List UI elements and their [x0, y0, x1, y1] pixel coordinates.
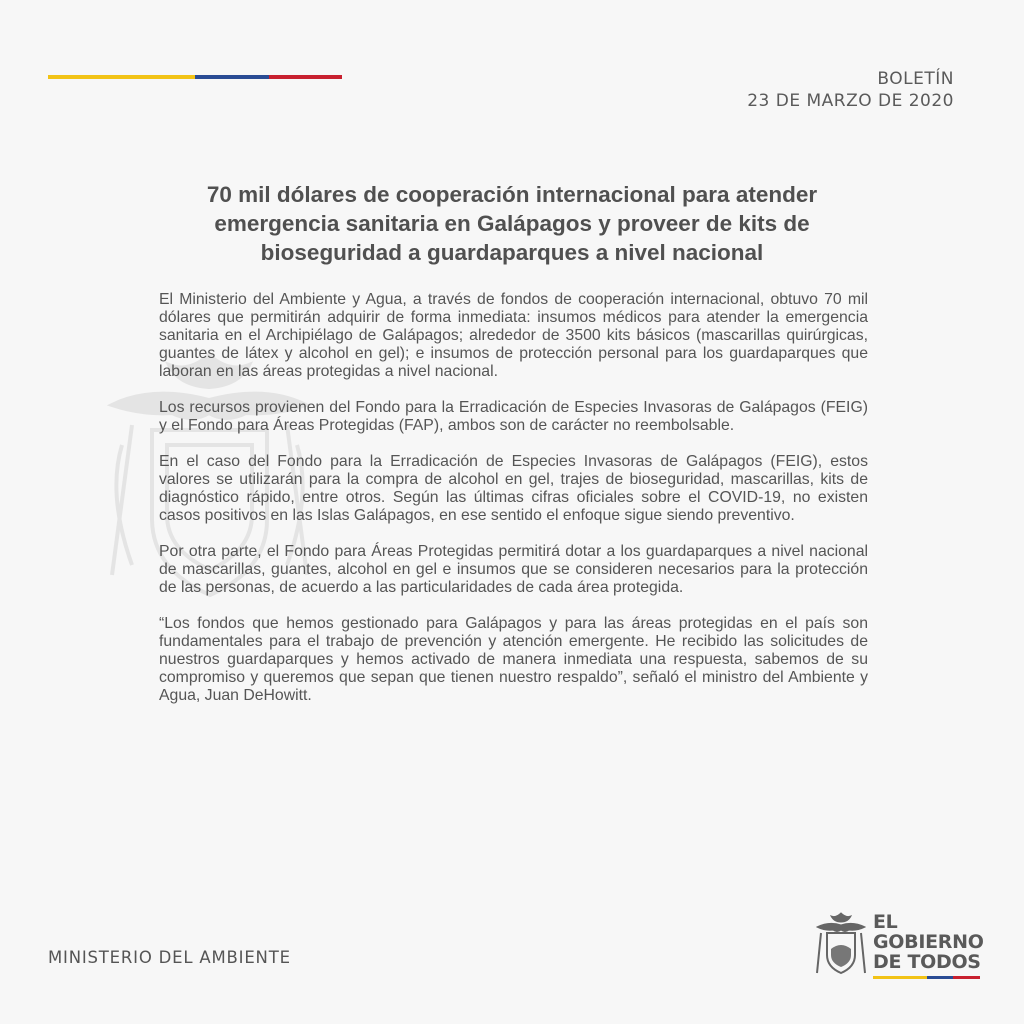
coat-of-arms-icon: [813, 909, 869, 981]
gobierno-de-todos-logo: [813, 909, 983, 984]
gov-logo-line: DE TODOS: [873, 951, 981, 973]
flag-red-segment: [269, 75, 343, 79]
flag-yellow-segment: [48, 75, 195, 79]
article-body: [159, 291, 868, 723]
headline-line: emergencia sanitaria en Galápagos y proveer de kits de: [214, 211, 810, 236]
gov-logo-line: EL: [873, 911, 898, 933]
bulletin-date: 23 DE MARZO DE 2020: [747, 91, 954, 111]
bulletin-header: [747, 68, 954, 112]
paragraph: Por otra parte, el Fondo para Áreas Protegidas permitirá dotar a los guardaparques a nivel nacional de mascarillas, guantes, alcohol en gel e insumos que se consideren necesarios para la protección de las personas, de acuerdo a las particularidades de cada área protegida.: [159, 543, 868, 596]
gov-logo-line: GOBIERNO: [873, 931, 984, 953]
flag-blue-segment: [195, 75, 269, 79]
bulletin-label: BOLETÍN: [877, 69, 954, 89]
paragraph: El Ministerio del Ambiente y Agua, a través de fondos de cooperación internacional, obtuvo 70 mil dólares que permitirán adquirir de forma inmediata: insumos médicos para atender la emergencia sanitaria en el Archipiélago de Galápagos; alrededor de 3500 kits básicos (mascarillas quirúrgicas, guantes de látex y alcohol en gel); e insumos de protección personal para los guardaparques que laboran en las áreas protegidas a nivel nacional.: [159, 291, 868, 380]
quote-paragraph: “Los fondos que hemos gestionado para Galápagos y para las áreas protegidas en el país son fundamentales para el trabajo de prevención y atención emergente. He recibido las solicitudes de nuestros guardaparques y hemos activado de manera inmediata una respuesta, sabemos de su compromiso y queremos que sepan que tienen nuestro respaldo”, señaló el ministro del Ambiente y Agua, Juan DeHowitt.: [159, 615, 868, 704]
gov-logo-flag-underline: [873, 976, 980, 979]
ministry-name: MINISTERIO DEL AMBIENTE: [48, 948, 291, 967]
underline-red: [953, 976, 980, 979]
gov-logo-text: [873, 912, 984, 972]
headline-line: 70 mil dólares de cooperación internacional para atender: [206, 182, 818, 207]
underline-blue: [927, 976, 954, 979]
flag-color-bar: [48, 75, 342, 79]
underline-yellow: [873, 976, 927, 979]
paragraph: Los recursos provienen del Fondo para la Erradicación de Especies Invasoras de Galápagos (FEIG) y el Fondo para Áreas Protegidas (FAP), ambos son de carácter no reembolsable.: [159, 399, 868, 434]
headline: [150, 180, 874, 267]
headline-line: bioseguridad a guardaparques a nivel nacional: [260, 240, 764, 265]
paragraph: En el caso del Fondo para la Erradicación de Especies Invasoras de Galápagos (FEIG), estos valores se utilizarán para la compra de alcohol en gel, trajes de bioseguridad, mascarillas, kits de diagnóstico rápido, entre otros. Según las últimas cifras oficiales sobre el COVID-19, no existen casos positivos en las Islas Galápagos, en ese sentido el enfoque sigue siendo preventivo.: [159, 453, 868, 524]
